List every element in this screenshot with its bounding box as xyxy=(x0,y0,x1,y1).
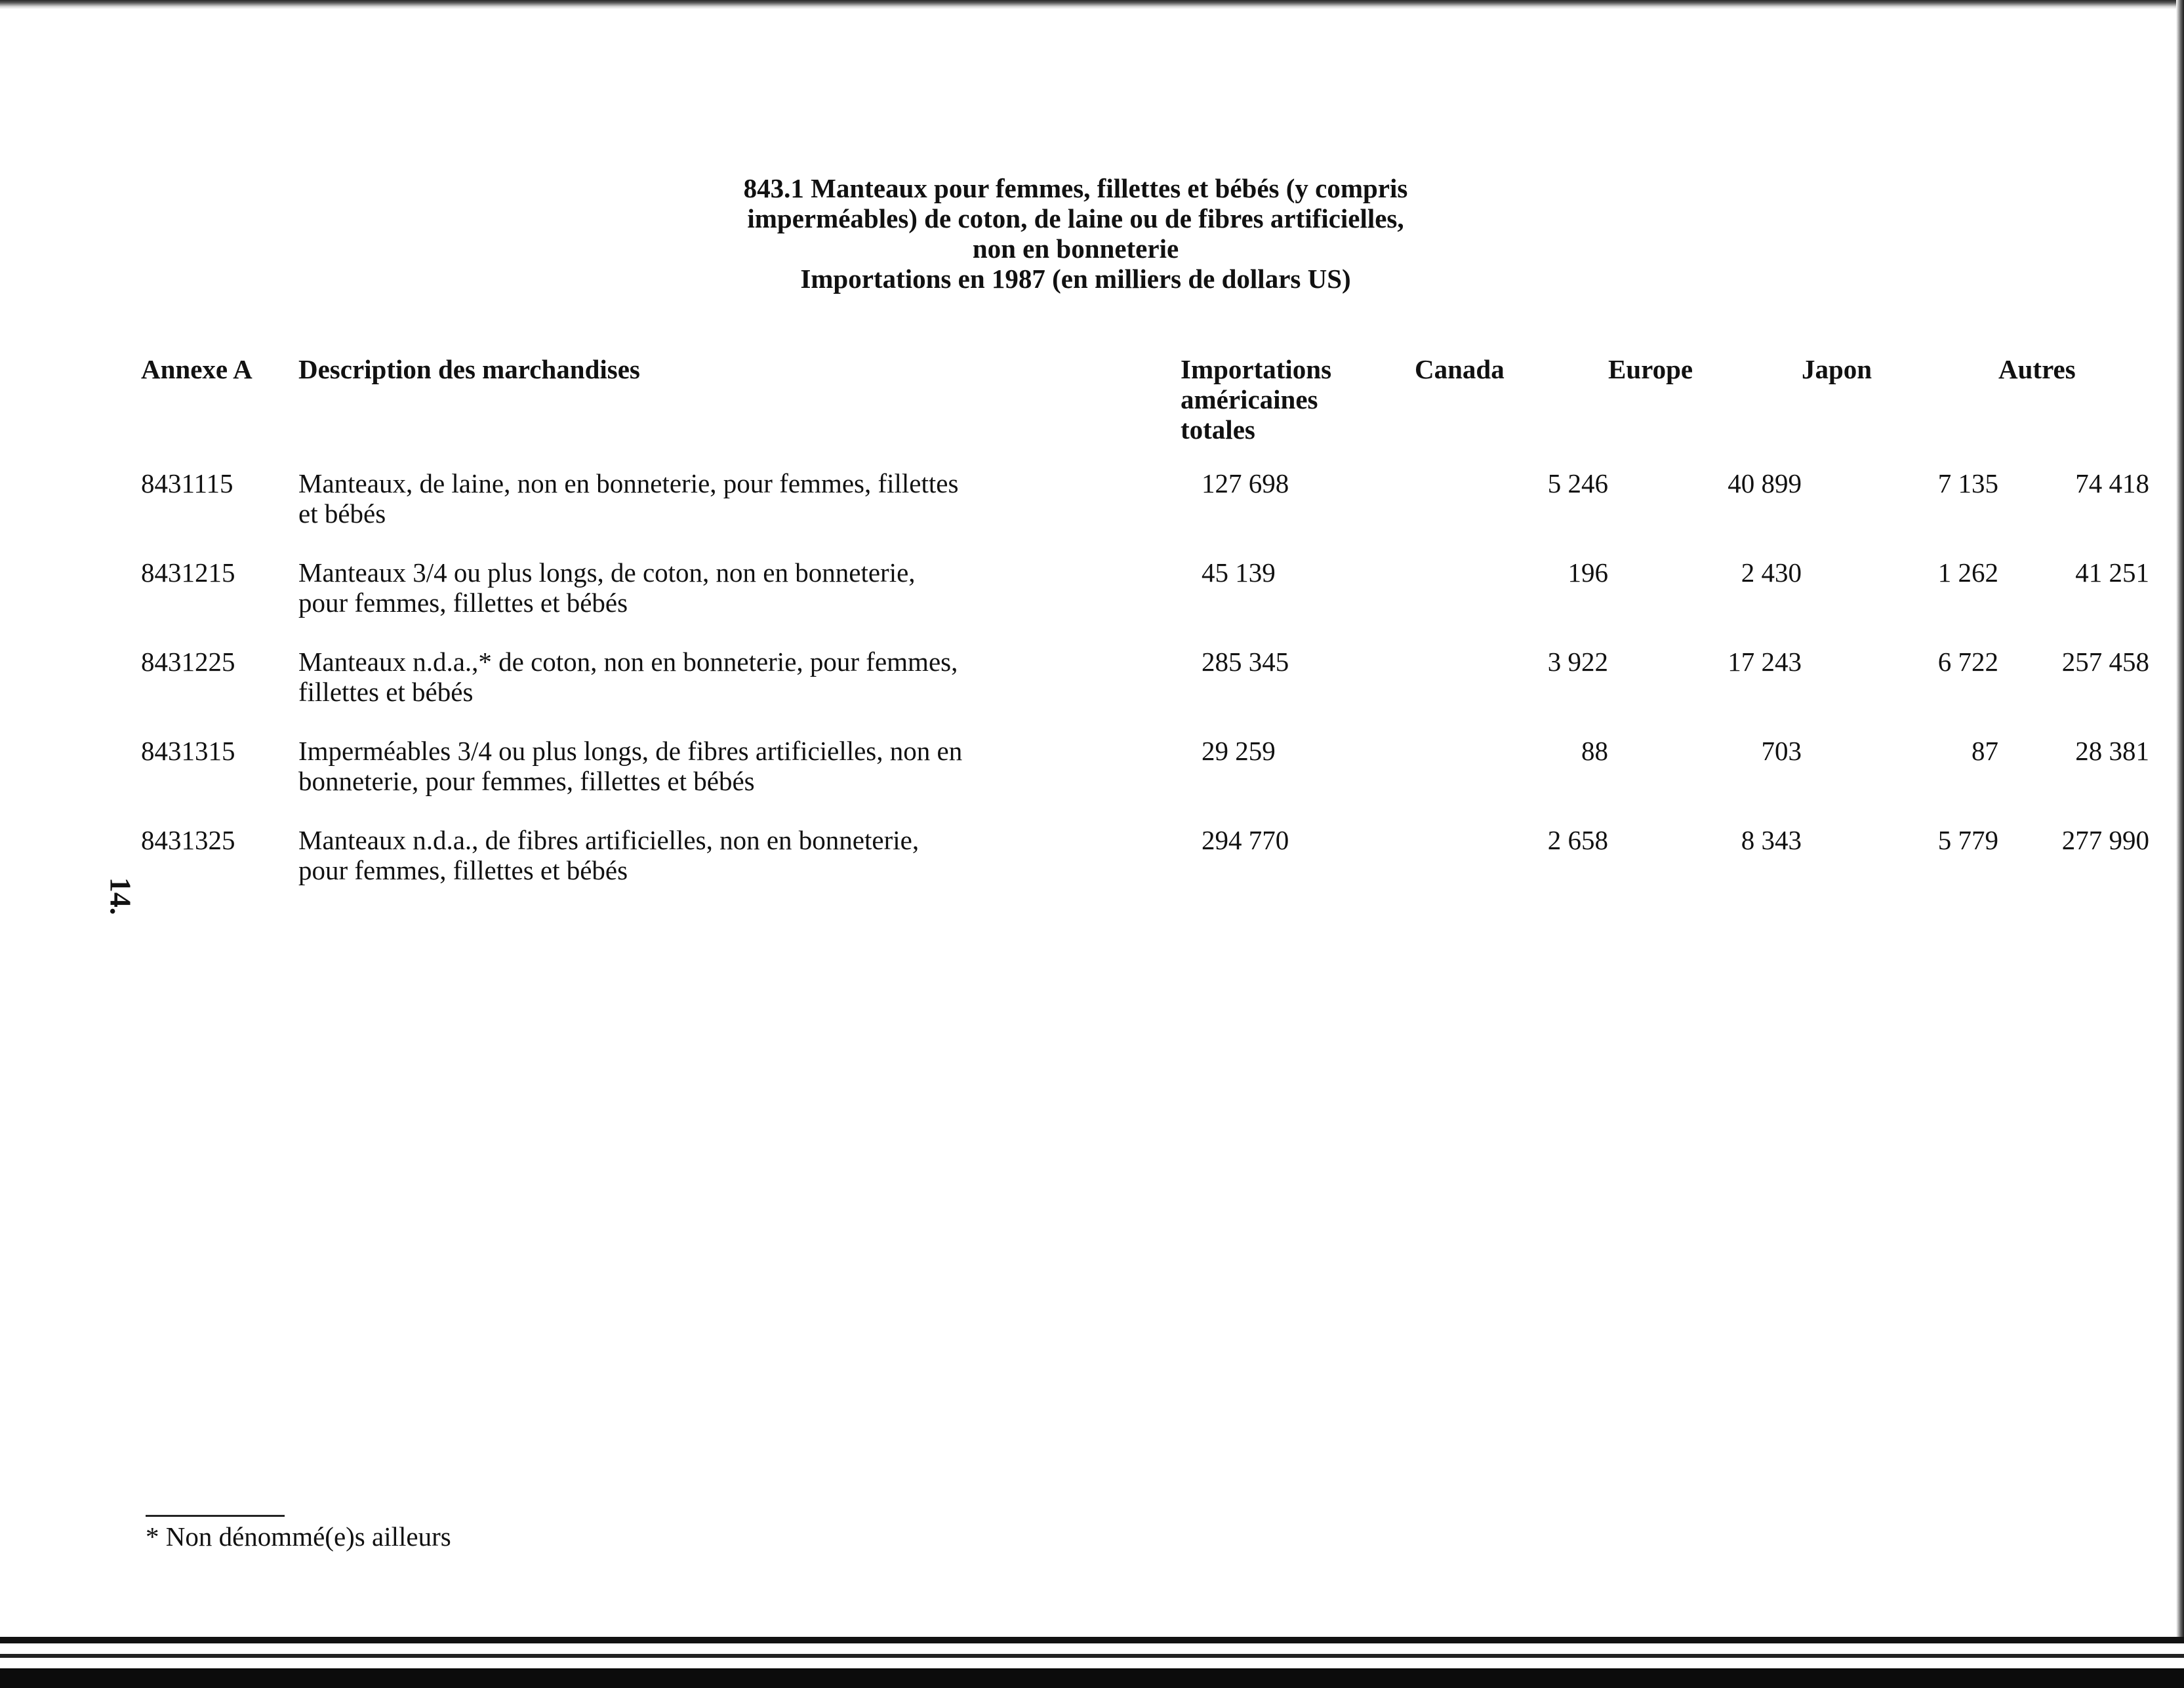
bottom-rule-2 xyxy=(0,1654,2184,1658)
scan-edge-top xyxy=(0,0,2184,9)
header-canada: Canada xyxy=(1415,354,1505,384)
header-description: Description des marchandises xyxy=(298,354,640,384)
cell-autres: 28 381 xyxy=(2075,736,2149,766)
cell-europe: 703 xyxy=(1761,736,1802,766)
table-row xyxy=(141,468,2149,557)
description-text: Imperméables 3/4 ou plus longs, de fibres artificielles, non en bonneterie, pour femmes, fillettes et bébés xyxy=(298,736,963,796)
header-total-line-2: américaines xyxy=(1181,384,1318,414)
cell-autres: 41 251 xyxy=(2075,557,2149,588)
cell-autres: 257 458 xyxy=(2061,647,2149,677)
cell-autres: 74 418 xyxy=(2075,468,2149,498)
header-annexe: Annexe A xyxy=(141,354,253,384)
cell-description xyxy=(298,825,1181,914)
header-total-line-3: totales xyxy=(1181,414,1255,445)
table-header-row xyxy=(141,354,2149,468)
cell-canada: 196 xyxy=(1567,557,1608,588)
cell-europe: 40 899 xyxy=(1728,468,1802,498)
cell-japon: 87 xyxy=(1972,736,1998,766)
cell-autres: 277 990 xyxy=(2061,825,2149,855)
cell-total: 29 259 xyxy=(1202,736,1276,766)
cell-japon: 7 135 xyxy=(1937,468,1998,498)
cell-canada: 3 922 xyxy=(1547,647,1608,677)
title-line-2: imperméables) de coton, de laine ou de fibres artificielles, xyxy=(747,203,1404,233)
cell-total: 285 345 xyxy=(1202,647,1289,677)
cell-description xyxy=(298,647,1181,736)
cell-code: 8431325 xyxy=(141,825,235,855)
cell-europe: 8 343 xyxy=(1741,825,1802,855)
cell-canada: 2 658 xyxy=(1547,825,1608,855)
cell-japon: 5 779 xyxy=(1937,825,1998,855)
cell-code: 8431215 xyxy=(141,557,235,588)
cell-canada: 5 246 xyxy=(1547,468,1608,498)
footnote: * Non dénommé(e)s ailleurs xyxy=(146,1521,451,1552)
title-line-3: non en bonneterie xyxy=(972,233,1179,264)
description-text: Manteaux n.d.a., de fibres artificielles, non en bonneterie, pour femmes, fillettes et bébés xyxy=(298,825,920,885)
bottom-rule-3 xyxy=(0,1668,2184,1688)
header-autres: Autres xyxy=(1998,354,2076,384)
cell-code: 8431315 xyxy=(141,736,235,766)
table-row xyxy=(141,647,2149,736)
cell-description xyxy=(298,468,1181,557)
cell-canada: 88 xyxy=(1581,736,1608,766)
table-row xyxy=(141,825,2149,914)
cell-japon: 1 262 xyxy=(1937,557,1998,588)
description-text: Manteaux, de laine, non en bonneterie, pour femmes, fillettes et bébés xyxy=(298,468,959,529)
cell-europe: 17 243 xyxy=(1728,647,1802,677)
cell-total: 294 770 xyxy=(1202,825,1289,855)
title-line-4: Importations en 1987 (en milliers de dollars US) xyxy=(800,264,1351,294)
header-europe: Europe xyxy=(1608,354,1693,384)
table-row xyxy=(141,736,2149,825)
imports-table xyxy=(141,354,2149,914)
footnote-rule xyxy=(146,1515,285,1517)
scan-edge-right xyxy=(2176,0,2184,1688)
cell-description xyxy=(298,736,1181,825)
bottom-rule-1 xyxy=(0,1637,2184,1643)
scan-edge-bottom xyxy=(0,1637,2184,1688)
description-text: Manteaux n.d.a.,* de coton, non en bonneterie, pour femmes, fillettes et bébés xyxy=(298,647,958,707)
cell-code: 8431225 xyxy=(141,647,235,677)
header-japon: Japon xyxy=(1802,354,1872,384)
cell-total: 127 698 xyxy=(1202,468,1289,498)
cell-japon: 6 722 xyxy=(1937,647,1998,677)
cell-europe: 2 430 xyxy=(1741,557,1802,588)
description-text: Manteaux 3/4 ou plus longs, de coton, non en bonneterie, pour femmes, fillettes et bébés xyxy=(298,557,916,618)
page-number: 14. xyxy=(104,877,138,915)
cell-total: 45 139 xyxy=(1202,557,1276,588)
title-line-1: 843.1 Manteaux pour femmes, fillettes et bébés (y compris xyxy=(743,173,1408,203)
cell-code: 8431115 xyxy=(141,468,233,498)
header-total-line-1: Importations xyxy=(1181,354,1332,384)
cell-description xyxy=(298,557,1181,647)
document-title xyxy=(590,173,1561,294)
header-total xyxy=(1181,354,1415,468)
table-row xyxy=(141,557,2149,647)
